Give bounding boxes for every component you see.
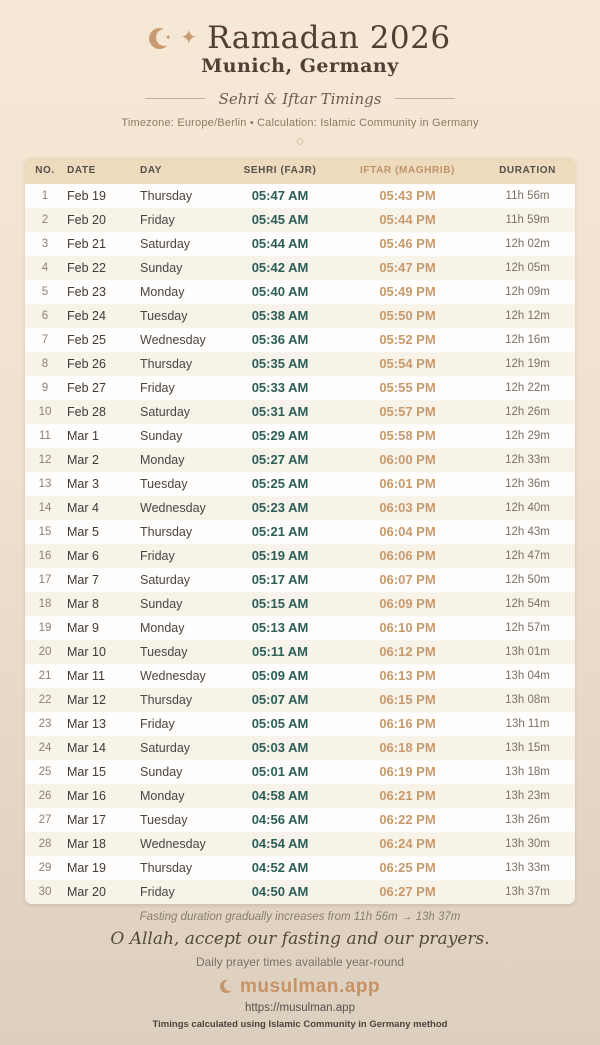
cell-duration: 12h 05m [505,261,550,274]
cell-day: Friday [140,548,175,563]
cell-day: Friday [140,380,175,395]
cell-iftar-time: 06:13 PM [379,668,436,684]
cell-date: Mar 15 [67,764,106,779]
cell-sehri-time: 05:27 AM [251,452,309,468]
cell-iftar-time: 06:03 PM [379,500,436,516]
cell-sehri-time: 05:13 AM [251,620,309,636]
cell-duration: 12h 54m [505,597,550,610]
cell-duration: 12h 22m [505,381,550,394]
cell-sehri-time: 05:40 AM [251,284,309,300]
cell-date: Mar 16 [67,788,106,803]
cell-day: Thursday [140,356,193,371]
column-header-date: DATE [67,165,96,177]
cell-sehri-time: 05:05 AM [251,716,309,732]
cell-sehri-time: 05:17 AM [251,572,309,588]
cell-no: 25 [38,765,52,778]
cell-sehri-time: 05:23 AM [251,500,309,516]
table-row [25,808,575,832]
calculation-method-note: Timings calculated using Islamic Community in Germany method [152,1018,448,1030]
cell-day: Monday [140,620,185,635]
cell-duration: 11h 59m [505,213,550,226]
table-row [25,544,575,568]
divider-line-left [145,98,205,99]
cell-no: 1 [41,189,49,202]
cell-duration: 13h 01m [505,645,550,658]
cell-date: Mar 4 [67,500,99,515]
cell-no: 16 [38,549,52,562]
cell-duration: 12h 09m [505,285,550,298]
cell-day: Friday [140,212,175,227]
cell-day: Wednesday [140,668,206,683]
cell-sehri-time: 05:11 AM [252,644,308,660]
cell-sehri-time: 05:15 AM [251,596,309,612]
cell-sehri-time: 04:50 AM [251,884,309,900]
table-row [25,664,575,688]
crescent-moon-icon [149,28,170,49]
cell-no: 17 [38,573,52,586]
cell-duration: 13h 33m [505,861,550,874]
header [0,0,600,147]
cell-day: Tuesday [140,476,188,491]
cell-duration: 13h 04m [505,669,550,682]
cell-no: 18 [38,597,52,610]
cell-iftar-time: 06:27 PM [379,884,436,900]
cell-date: Feb 21 [67,236,106,251]
cell-sehri-time: 05:19 AM [251,548,309,564]
cell-duration: 12h 12m [505,309,550,322]
cell-iftar-time: 05:52 PM [379,332,436,348]
cell-duration: 13h 11m [505,717,550,730]
cell-iftar-time: 06:12 PM [379,644,436,660]
cell-date: Feb 25 [67,332,106,347]
cell-no: 3 [41,237,49,250]
four-point-star-icon: ✦ [180,27,198,50]
cell-sehri-time: 05:38 AM [251,308,309,324]
cell-day: Friday [140,716,175,731]
cell-day: Saturday [140,740,191,755]
cell-iftar-time: 05:43 PM [379,188,436,204]
cell-date: Mar 17 [67,812,106,827]
table-row [25,352,575,376]
cell-day: Tuesday [140,812,188,827]
cell-no: 13 [38,477,52,490]
table-row [25,856,575,880]
table-row [25,712,575,736]
brand-row[interactable] [0,976,600,998]
cell-duration: 12h 43m [505,525,550,538]
cell-day: Saturday [140,404,191,419]
cell-iftar-time: 06:01 PM [379,476,436,492]
table-row [25,424,575,448]
cell-date: Mar 6 [67,548,99,563]
table-row [25,232,575,256]
cell-duration: 12h 26m [505,405,550,418]
location-subtitle: Munich, Germany [201,54,399,77]
cell-sehri-time: 05:03 AM [251,740,309,756]
cell-sehri-time: 05:44 AM [251,236,309,252]
cell-iftar-time: 06:10 PM [379,620,436,636]
cell-date: Feb 22 [67,260,106,275]
table-row [25,616,575,640]
cell-duration: 13h 08m [505,693,550,706]
cell-duration: 13h 23m [505,789,550,802]
table-row [25,448,575,472]
table-row [25,328,575,352]
cell-iftar-time: 05:58 PM [379,428,436,444]
cell-day: Monday [140,452,185,467]
title-row [0,22,600,55]
footer [0,911,600,1030]
cell-date: Mar 3 [67,476,99,491]
cell-day: Tuesday [140,308,188,323]
cell-no: 28 [38,837,52,850]
cell-sehri-time: 05:33 AM [251,380,309,396]
availability-note: Daily prayer times available year-round [195,954,405,969]
cell-duration: 12h 50m [505,573,550,586]
cell-duration: 13h 30m [505,837,550,850]
table-row [25,880,575,904]
cell-iftar-time: 06:21 PM [379,788,436,804]
cell-duration: 11h 56m [505,189,550,202]
cell-sehri-time: 05:35 AM [251,356,309,372]
subtitle-text: Sehri & Iftar Timings [218,89,382,108]
timezone-calculation-meta: Timezone: Europe/Berlin • Calculation: Islamic Community in Germany [121,116,479,129]
cell-date: Feb 20 [67,212,106,227]
cell-no: 30 [38,885,52,898]
cell-day: Saturday [140,572,191,587]
fasting-duration-note: Fasting duration gradually increases from 11h 56m → 13h 37m [139,910,461,923]
page-title: Ramadan 2026 [207,20,451,56]
column-header-day: DAY [140,165,162,177]
table-row [25,496,575,520]
cell-no: 26 [38,789,52,802]
cell-no: 10 [38,405,52,418]
cell-date: Mar 1 [67,428,99,443]
table-row [25,568,575,592]
cell-iftar-time: 05:55 PM [379,380,436,396]
cell-iftar-time: 05:57 PM [379,404,436,420]
timings-table-body [25,184,575,904]
cell-day: Friday [140,884,175,899]
cell-date: Feb 26 [67,356,106,371]
table-row [25,640,575,664]
cell-day: Thursday [140,188,193,203]
brand-name[interactable]: musulman.app [239,975,381,997]
cell-iftar-time: 06:07 PM [379,572,436,588]
cell-no: 11 [39,429,51,442]
cell-day: Sunday [140,428,183,443]
cell-day: Monday [140,788,185,803]
cell-no: 22 [38,693,52,706]
table-row [25,784,575,808]
cell-day: Sunday [140,764,183,779]
cell-no: 12 [38,453,52,466]
cell-day: Thursday [140,524,193,539]
cell-date: Mar 11 [67,668,105,683]
cell-no: 27 [38,813,52,826]
cell-duration: 12h 33m [505,453,550,466]
dua-quote: O Allah, accept our fasting and our prayers. [110,928,490,949]
crescent-moon-icon [220,980,233,993]
cell-date: Feb 23 [67,284,106,299]
cell-date: Mar 2 [67,452,99,467]
cell-no: 29 [38,861,52,874]
table-row [25,832,575,856]
column-header-duration: DURATION [499,165,556,177]
cell-duration: 12h 47m [505,549,550,562]
cell-no: 9 [41,381,49,394]
cell-duration: 13h 37m [505,885,550,898]
cell-iftar-time: 06:04 PM [379,524,436,540]
cell-date: Mar 13 [67,716,106,731]
cell-date: Mar 7 [67,572,99,587]
cell-day: Wednesday [140,500,206,515]
column-header-no: NO. [35,165,55,177]
cell-duration: 12h 36m [505,477,550,490]
cell-iftar-time: 06:00 PM [379,452,436,468]
cell-date: Mar 12 [67,692,106,707]
cell-day: Sunday [140,596,183,611]
cell-duration: 13h 18m [505,765,550,778]
cell-iftar-time: 06:15 PM [379,692,436,708]
column-header-sehri: SEHRI (FAJR) [243,165,317,177]
table-row [25,688,575,712]
cell-sehri-time: 04:58 AM [251,788,309,804]
cell-date: Mar 19 [67,860,106,875]
cell-date: Mar 5 [67,524,99,539]
cell-date: Mar 9 [67,620,99,635]
subtitle-divider [0,90,600,108]
cell-iftar-time: 06:06 PM [379,548,436,564]
table-row [25,208,575,232]
cell-day: Wednesday [140,836,206,851]
table-row [25,760,575,784]
table-row [25,520,575,544]
cell-duration: 12h 40m [505,501,550,514]
cell-iftar-time: 06:19 PM [379,764,436,780]
cell-sehri-time: 05:45 AM [251,212,309,228]
cell-iftar-time: 05:46 PM [379,236,436,252]
cell-day: Saturday [140,236,191,251]
divider-line-right [395,98,455,99]
table-row [25,280,575,304]
cell-sehri-time: 05:36 AM [251,332,309,348]
cell-date: Feb 28 [67,404,106,419]
cell-iftar-time: 06:16 PM [379,716,436,732]
cell-no: 23 [38,717,52,730]
cell-date: Feb 24 [67,308,106,323]
cell-iftar-time: 05:49 PM [379,284,436,300]
cell-sehri-time: 05:47 AM [251,188,309,204]
cell-iftar-time: 05:47 PM [379,260,436,276]
cell-no: 15 [38,525,52,538]
cell-no: 5 [41,285,49,298]
cell-sehri-time: 04:56 AM [251,812,309,828]
table-row [25,184,575,208]
cell-duration: 13h 15m [505,741,550,754]
cell-day: Tuesday [140,644,188,659]
cell-date: Feb 19 [67,188,106,203]
cell-iftar-time: 05:44 PM [379,212,436,228]
timings-table [25,158,575,904]
table-row [25,736,575,760]
table-row [25,400,575,424]
table-row [25,376,575,400]
cell-duration: 12h 29m [505,429,550,442]
cell-date: Mar 10 [67,644,106,659]
cell-duration: 12h 57m [505,621,550,634]
column-header-iftar: IFTAR (MAGHRIB) [360,165,455,177]
cell-sehri-time: 05:29 AM [251,428,309,444]
cell-iftar-time: 06:09 PM [379,596,436,612]
cell-iftar-time: 06:22 PM [379,812,436,828]
cell-sehri-time: 05:01 AM [251,764,309,780]
table-row [25,256,575,280]
table-header-row [25,158,575,184]
cell-date: Mar 20 [67,884,106,899]
cell-iftar-time: 06:18 PM [379,740,436,756]
table-row [25,592,575,616]
cell-duration: 12h 16m [505,333,550,346]
table-row [25,304,575,328]
cell-sehri-time: 05:25 AM [251,476,309,492]
cell-no: 4 [41,261,49,274]
cell-date: Mar 18 [67,836,106,851]
cell-day: Thursday [140,860,193,875]
cell-no: 2 [41,213,49,226]
table-row [25,472,575,496]
cell-no: 20 [38,645,52,658]
cell-no: 8 [41,357,49,370]
cell-day: Sunday [140,260,183,275]
cell-date: Feb 27 [67,380,106,395]
cell-sehri-time: 05:07 AM [251,692,309,708]
cell-sehri-time: 05:09 AM [251,668,309,684]
cell-day: Monday [140,284,185,299]
cell-duration: 12h 19m [505,357,550,370]
cell-date: Mar 8 [67,596,99,611]
cell-sehri-time: 05:31 AM [251,404,309,420]
cell-date: Mar 14 [67,740,106,755]
cell-day: Thursday [140,692,193,707]
cell-sehri-time: 05:21 AM [251,524,309,540]
cell-iftar-time: 05:50 PM [379,308,436,324]
diamond-ornament-icon: ◇ [296,135,304,147]
cell-duration: 13h 26m [505,813,550,826]
cell-sehri-time: 04:54 AM [251,836,309,852]
cell-day: Wednesday [140,332,206,347]
cell-no: 21 [38,669,52,682]
brand-url: https://musulman.app [245,1001,355,1014]
cell-no: 6 [41,309,49,322]
cell-duration: 12h 02m [505,237,550,250]
cell-no: 19 [38,621,52,634]
cell-no: 7 [41,333,49,346]
cell-iftar-time: 06:25 PM [379,860,436,876]
cell-iftar-time: 06:24 PM [379,836,436,852]
cell-no: 14 [38,501,52,514]
cell-no: 24 [38,741,52,754]
cell-iftar-time: 05:54 PM [379,356,436,372]
cell-sehri-time: 04:52 AM [251,860,309,876]
cell-sehri-time: 05:42 AM [251,260,309,276]
